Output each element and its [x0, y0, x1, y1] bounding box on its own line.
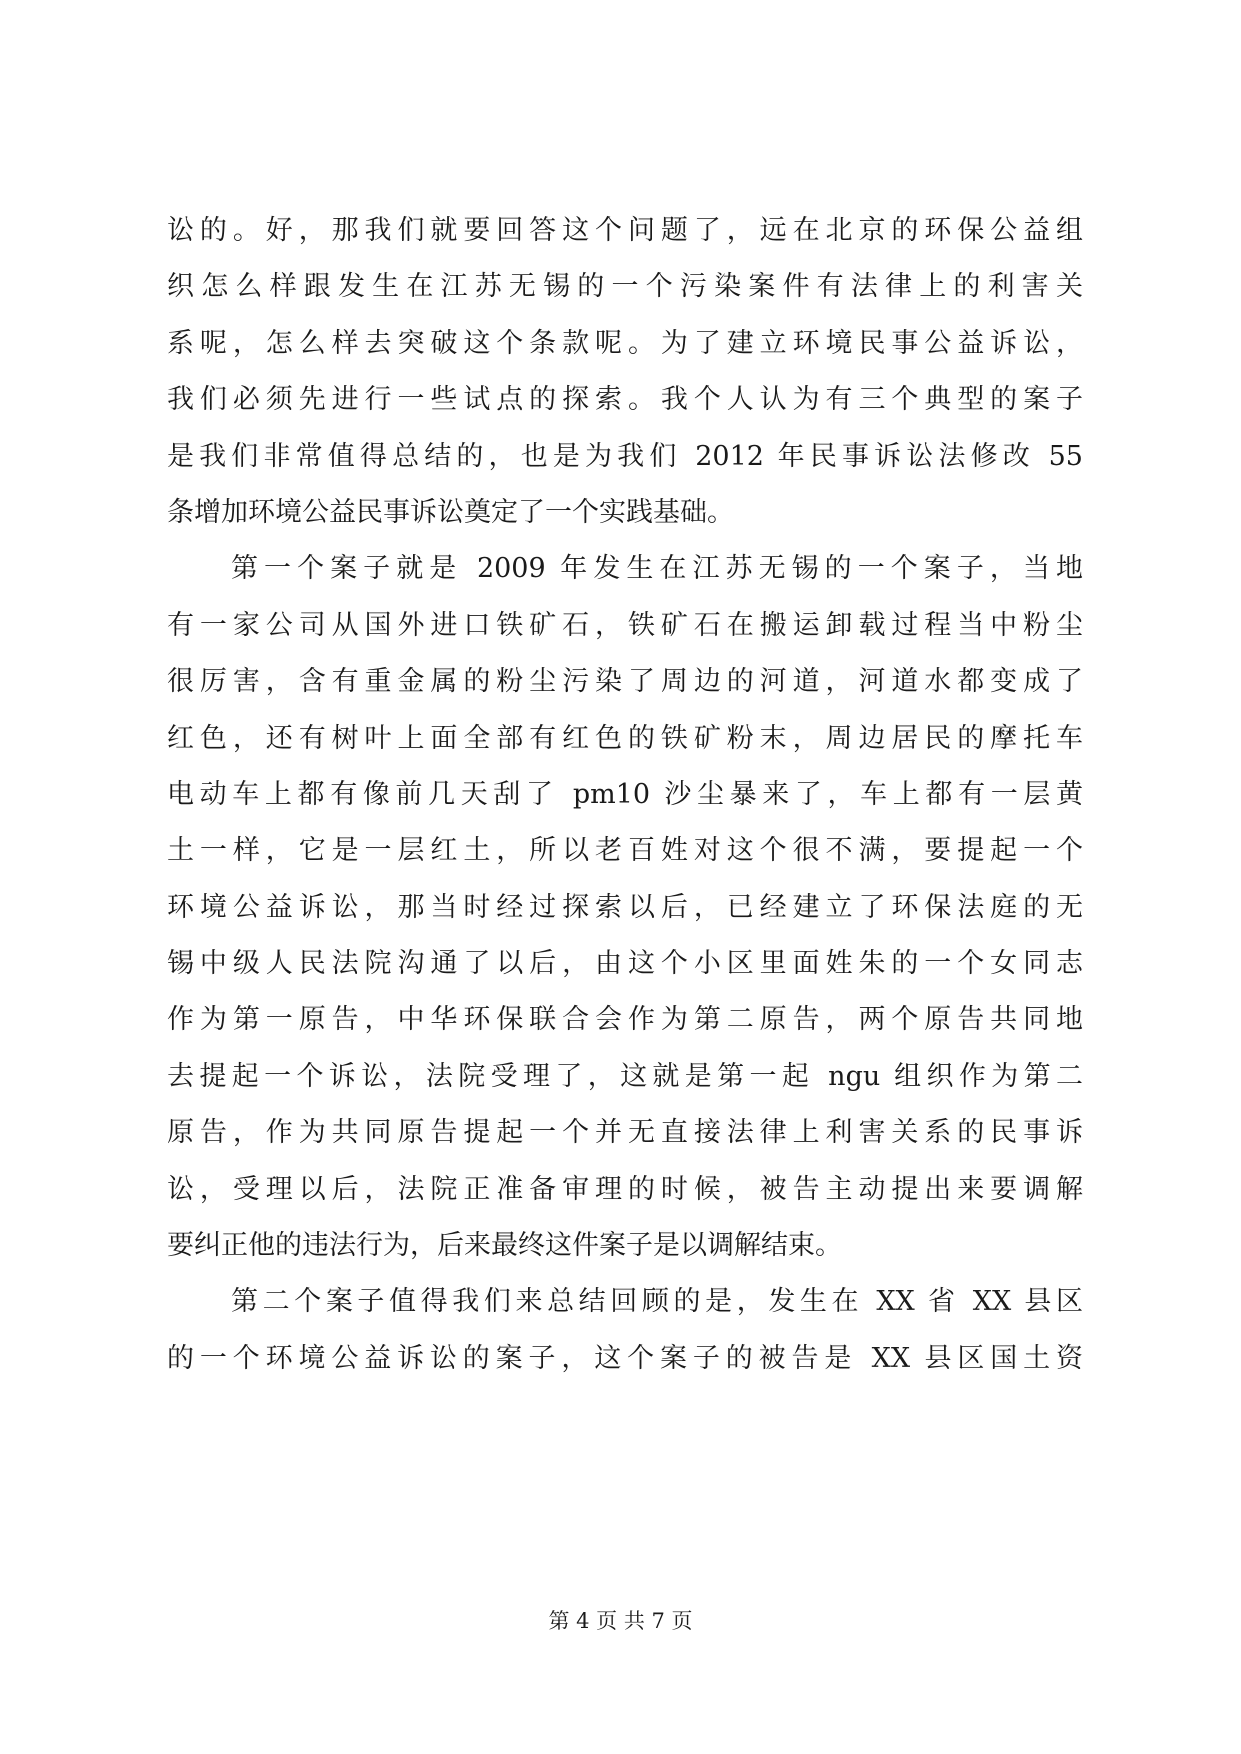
text-line: 作为第一原告，中华环保联合会作为第二原告，两个原告共同地 — [167, 1004, 1083, 1036]
text-line: 去提起一个诉讼，法院受理了，这就是第一起 ngu 组织作为第二 — [167, 1060, 1083, 1092]
text-line: 讼的。好，那我们就要回答这个问题了，远在北京的环保公益组 — [167, 215, 1083, 246]
paragraph-3 — [167, 1274, 1083, 1387]
text-line: 织怎么样跟发生在江苏无锡的一个污染案件有法律上的利害关 — [167, 271, 1083, 303]
text-line: 要纠正他的违法行为，后来最终这件案子是以调解结束。 — [167, 1230, 842, 1262]
text-line: 电动车上都有像前几天刮了 pm10 沙尘暴来了，车上都有一层黄 — [167, 778, 1083, 810]
text-line: 原告，作为共同原告提起一个并无直接法律上利害关系的民事诉 — [167, 1117, 1083, 1149]
text-line: 讼，受理以后，法院正准备审理的时候，被告主动提出来要调解 — [167, 1173, 1083, 1205]
text-line: 很厉害，含有重金属的粉尘污染了周边的河道，河道水都变成了 — [167, 666, 1083, 698]
text-line: 系呢，怎么样去突破这个条款呢。为了建立环境民事公益诉讼， — [167, 327, 1083, 359]
paragraph-1 — [167, 203, 1083, 541]
text-line: 红色，还有树叶上面全部有红色的铁矿粉末，周边居民的摩托车 — [167, 722, 1083, 754]
text-line: 有一家公司从国外进口铁矿石，铁矿石在搬运卸载过程当中粉尘 — [167, 609, 1083, 641]
page-footer: 第 4 页 共 7 页 — [548, 1609, 693, 1633]
text-line: 是我们非常值得总结的，也是为我们 2012 年民事诉讼法修改 55 — [167, 440, 1083, 472]
text-line: 我们必须先进行一些试点的探索。我个人认为有三个典型的案子 — [167, 384, 1083, 416]
paragraph-2 — [167, 541, 1083, 1274]
document-body — [167, 203, 1083, 1387]
text-line: 条增加环境公益民事诉讼奠定了一个实践基础。 — [167, 496, 734, 528]
text-line: 锡中级人民法院沟通了以后，由这个小区里面姓朱的一个女同志 — [167, 948, 1083, 980]
text-line: 的一个环境公益诉讼的案子，这个案子的被告是 XX 县区国土资 — [167, 1342, 1083, 1374]
text-line: 第二个案子值得我们来总结回顾的是，发生在 XX 省 XX 县区 — [231, 1286, 1083, 1318]
text-line: 第一个案子就是 2009 年发生在江苏无锡的一个案子，当地 — [231, 553, 1083, 585]
text-line: 土一样，它是一层红土，所以老百姓对这个很不满，要提起一个 — [167, 835, 1083, 867]
text-line: 环境公益诉讼，那当时经过探索以后，已经建立了环保法庭的无 — [167, 891, 1083, 923]
